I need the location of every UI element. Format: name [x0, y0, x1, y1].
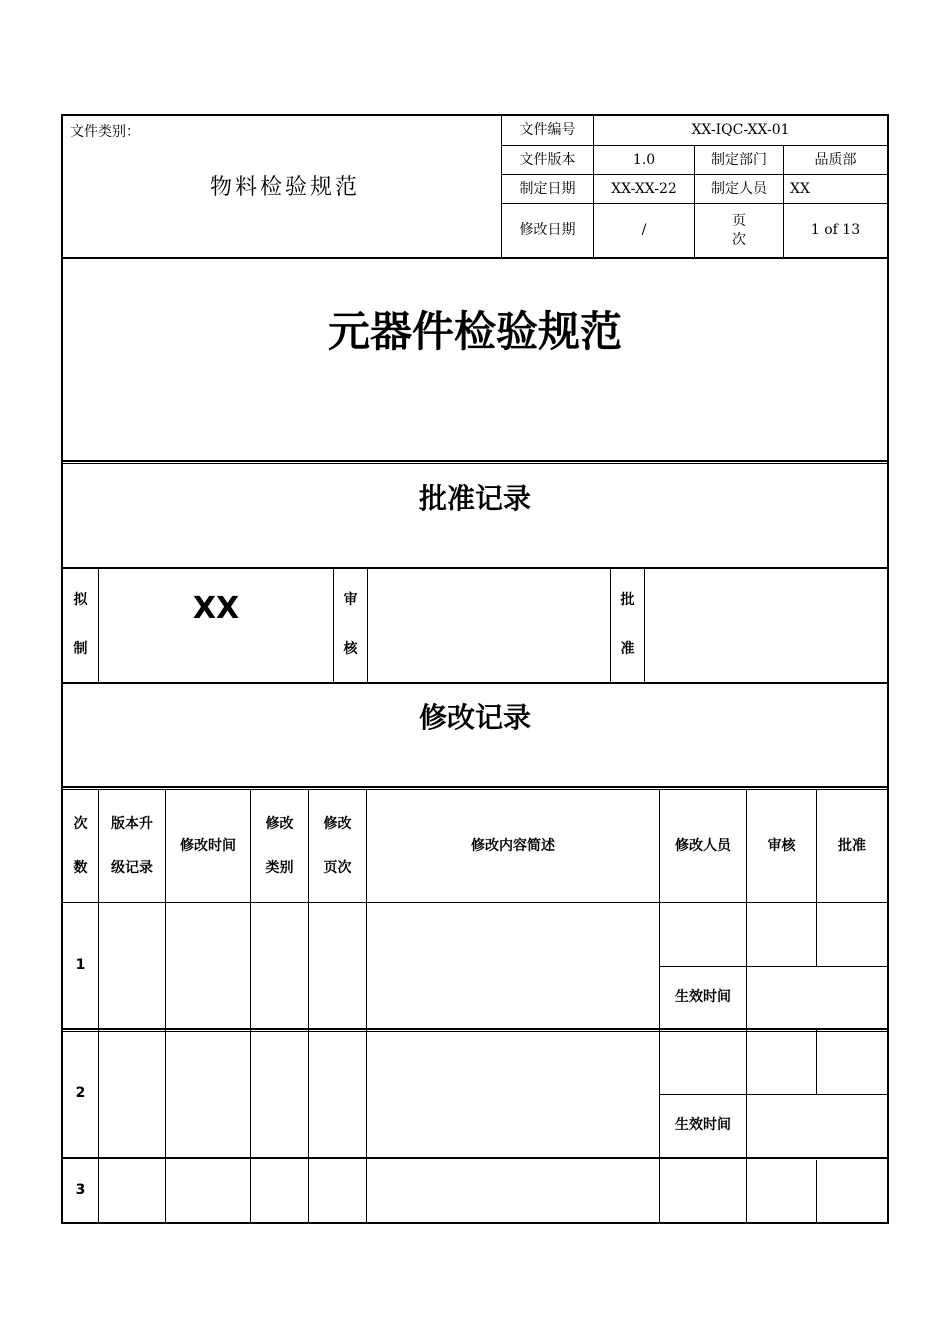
effective-time-label-1: 生效时间: [675, 989, 731, 1006]
dept-value: 品质部: [814, 151, 857, 168]
draft-value: XX: [192, 590, 240, 626]
col-version-1: 版本升: [111, 815, 153, 832]
col-type-2: 类别: [265, 860, 294, 876]
review-label-2: 核: [343, 640, 358, 657]
col-no: [63, 790, 98, 902]
approve-label-2: 准: [620, 640, 635, 657]
col-content: 修改内容简述: [471, 837, 555, 854]
table-row-3-no: 3: [75, 1181, 86, 1198]
page-value: 1 of 13: [810, 222, 861, 239]
revision-title: 修改记录: [418, 700, 531, 734]
dept-label: 制定部门: [711, 151, 767, 168]
revision-date-value: /: [641, 222, 647, 239]
date-label: 制定日期: [519, 180, 576, 197]
table-row-2-no: 2: [75, 1085, 86, 1102]
col-version-2: 级记录: [111, 860, 153, 876]
draft-label-1: 拟: [73, 591, 88, 608]
col-page-1: 修改: [323, 815, 352, 832]
review-label-1: 审: [343, 591, 358, 608]
page-label-1: 页: [732, 213, 746, 230]
approval-title: 批准记录: [418, 481, 531, 515]
col-type-1: 修改: [265, 815, 294, 832]
doc-no-label: 文件编号: [519, 122, 576, 139]
col-no-1: 次: [73, 815, 88, 832]
author-value: XX: [790, 180, 810, 197]
col-time: 修改时间: [180, 837, 236, 854]
approve-label-1: 批: [620, 591, 635, 608]
doc-category-value: 物料检验规范: [209, 174, 360, 200]
version-value: 1.0: [632, 151, 656, 168]
col-type: [251, 790, 308, 902]
col-page: [309, 790, 366, 902]
revision-date-label: 修改日期: [519, 222, 576, 239]
doc-category-label: 文件类别：: [70, 123, 140, 140]
version-label: 文件版本: [519, 151, 576, 168]
table-row-1-no: 1: [75, 957, 86, 974]
col-approve: 批准: [838, 837, 866, 854]
doc-no-value: XX-IQC-XX-01: [691, 122, 790, 139]
date-value: XX-XX-22: [611, 180, 677, 197]
page-label-2: 次: [732, 231, 746, 248]
page-label: [695, 204, 783, 257]
col-no-2: 数: [73, 860, 88, 876]
col-review: 审核: [767, 837, 796, 854]
effective-time-label-2: 生效时间: [675, 1117, 731, 1134]
draft-label-2: 制: [73, 640, 88, 657]
col-person: 修改人员: [675, 837, 731, 854]
author-label: 制定人员: [711, 180, 767, 197]
main-title: 元器件检验规范: [327, 306, 622, 356]
col-page-2: 页次: [323, 860, 352, 876]
col-version: [99, 790, 165, 902]
